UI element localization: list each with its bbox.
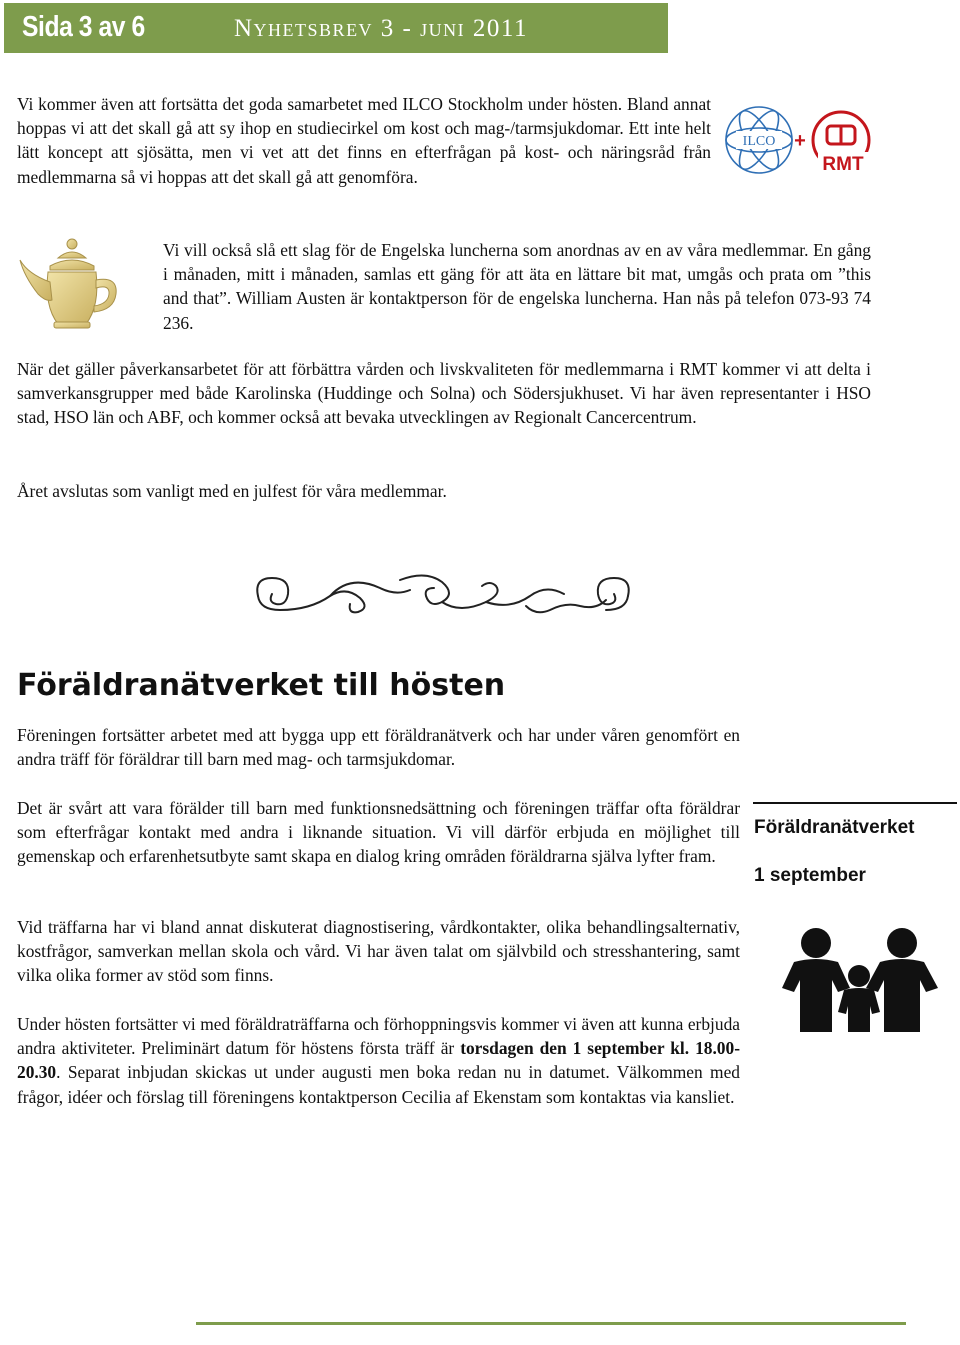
paragraph-network-purpose: Det är svårt att vara förälder till barn med funktionsnedsättning och föreningen träffar ofta föräldrar som efterfrågar kontakt med andra i liknande situation. Vi vill därför erbjuda en möjlighet till gemenskap och erfarenhetsutbyte samt skapa en dialog kring områden föräldrarna själva lyfter fram. [17, 798, 740, 867]
family-icon [780, 926, 942, 1032]
paragraph-lunches: Vi vill också slå ett slag för de Engelska luncherna som anordnas av en av våra medlemmar. En gång i månaden, mitt i månaden, samlas ett gäng för att äta en lättare bit mat, umgås och prata om ”this and that”. William Austen är kontaktperson för de engelska luncherna. Han nås på telefon 073-93 74 236. [163, 240, 871, 333]
autumn-text-end: . Separat inbjudan skickas ut under augusti men boka redan nu in datumet. Välkommen med frågor, idéer och förslag till föreningens kontaktperson Cecilia af Ekenstam som kontaktas via kansliet. [17, 1062, 740, 1107]
paragraph-network-autumn [17, 1012, 740, 1109]
footer-line [196, 1322, 906, 1325]
ilco-logo-text: ILCO [742, 134, 776, 149]
paragraph-christmas: Året avslutas som vanligt med en julfest för våra medlemmar. [17, 481, 447, 501]
flourish-divider [250, 566, 636, 620]
section-heading: Föräldranätverket till hösten [17, 668, 506, 703]
sidebar-title: Föräldranätverket [754, 817, 915, 838]
paragraph-advocacy: När det gäller påverkansarbetet för att förbättra vården och livskvaliteten för medlemmarna i RMT kommer vi att delta i samverkansgrupper med både Karolinska (Huddinge och Solna) och Södersjukhuset. Vi har även representanter i HSO stad, HSO län och ABF, och kommer också att bevaka utvecklingen av Regionalt Cancercentrum. [17, 359, 871, 428]
paragraph-network-intro: Föreningen fortsätter arbetet med att bygga upp ett föräldranätverk och har under våren genomfört en andra träff för föräldrar till barn med mag- och tarmsjukdomar. [17, 725, 740, 770]
page-header [4, 3, 668, 53]
page-number: Sida 3 av 6 [22, 11, 145, 43]
ilco-logo [722, 103, 796, 177]
paragraph-network-topics: Vid träffarna har vi bland annat diskuterat diagnostisering, vårdkontakter, olika behandlingsalternativ, kostfrågor, samverkan mellan skola och vård. Vi har även talat om självbild och stresshantering, samt vilka olika former av stöd som finns. [17, 917, 740, 986]
paragraph-ilco: Vi kommer även att fortsätta det goda samarbetet med ILCO Stockholm under hösten. Bland annat hoppas vi att det skall gå att sy ihop en studiecirkel om kost och mag-/tarmsjukdomar. Ett inte helt lätt koncept att sjösätta, men vi vet att det finns en efterfrågan på kost- och näringsråd från medlemmarna så vi hoppas att det skall gå att genomföra. [17, 94, 711, 187]
autumn-text-start: Under hösten fortsätter vi med föräldraträffarna och förhoppningsvis kommer vi även att kunna erbjuda andra aktiviteter. Preliminärt datum för höstens första träff är [17, 1014, 740, 1059]
meeting-date-highlight: torsdagen den 1 september kl. 18.00-20.30 [17, 1038, 740, 1083]
sidebar-rule [753, 802, 957, 804]
teapot-icon [14, 236, 124, 336]
plus-sign [790, 128, 810, 152]
rmt-logo [810, 108, 874, 174]
svg-text:+: + [794, 130, 806, 152]
sidebar-date: 1 september [754, 865, 866, 886]
rmt-logo-text: RMT [822, 154, 864, 174]
newsletter-title: Nyhetsbrev 3 - juni 2011 [234, 15, 528, 42]
